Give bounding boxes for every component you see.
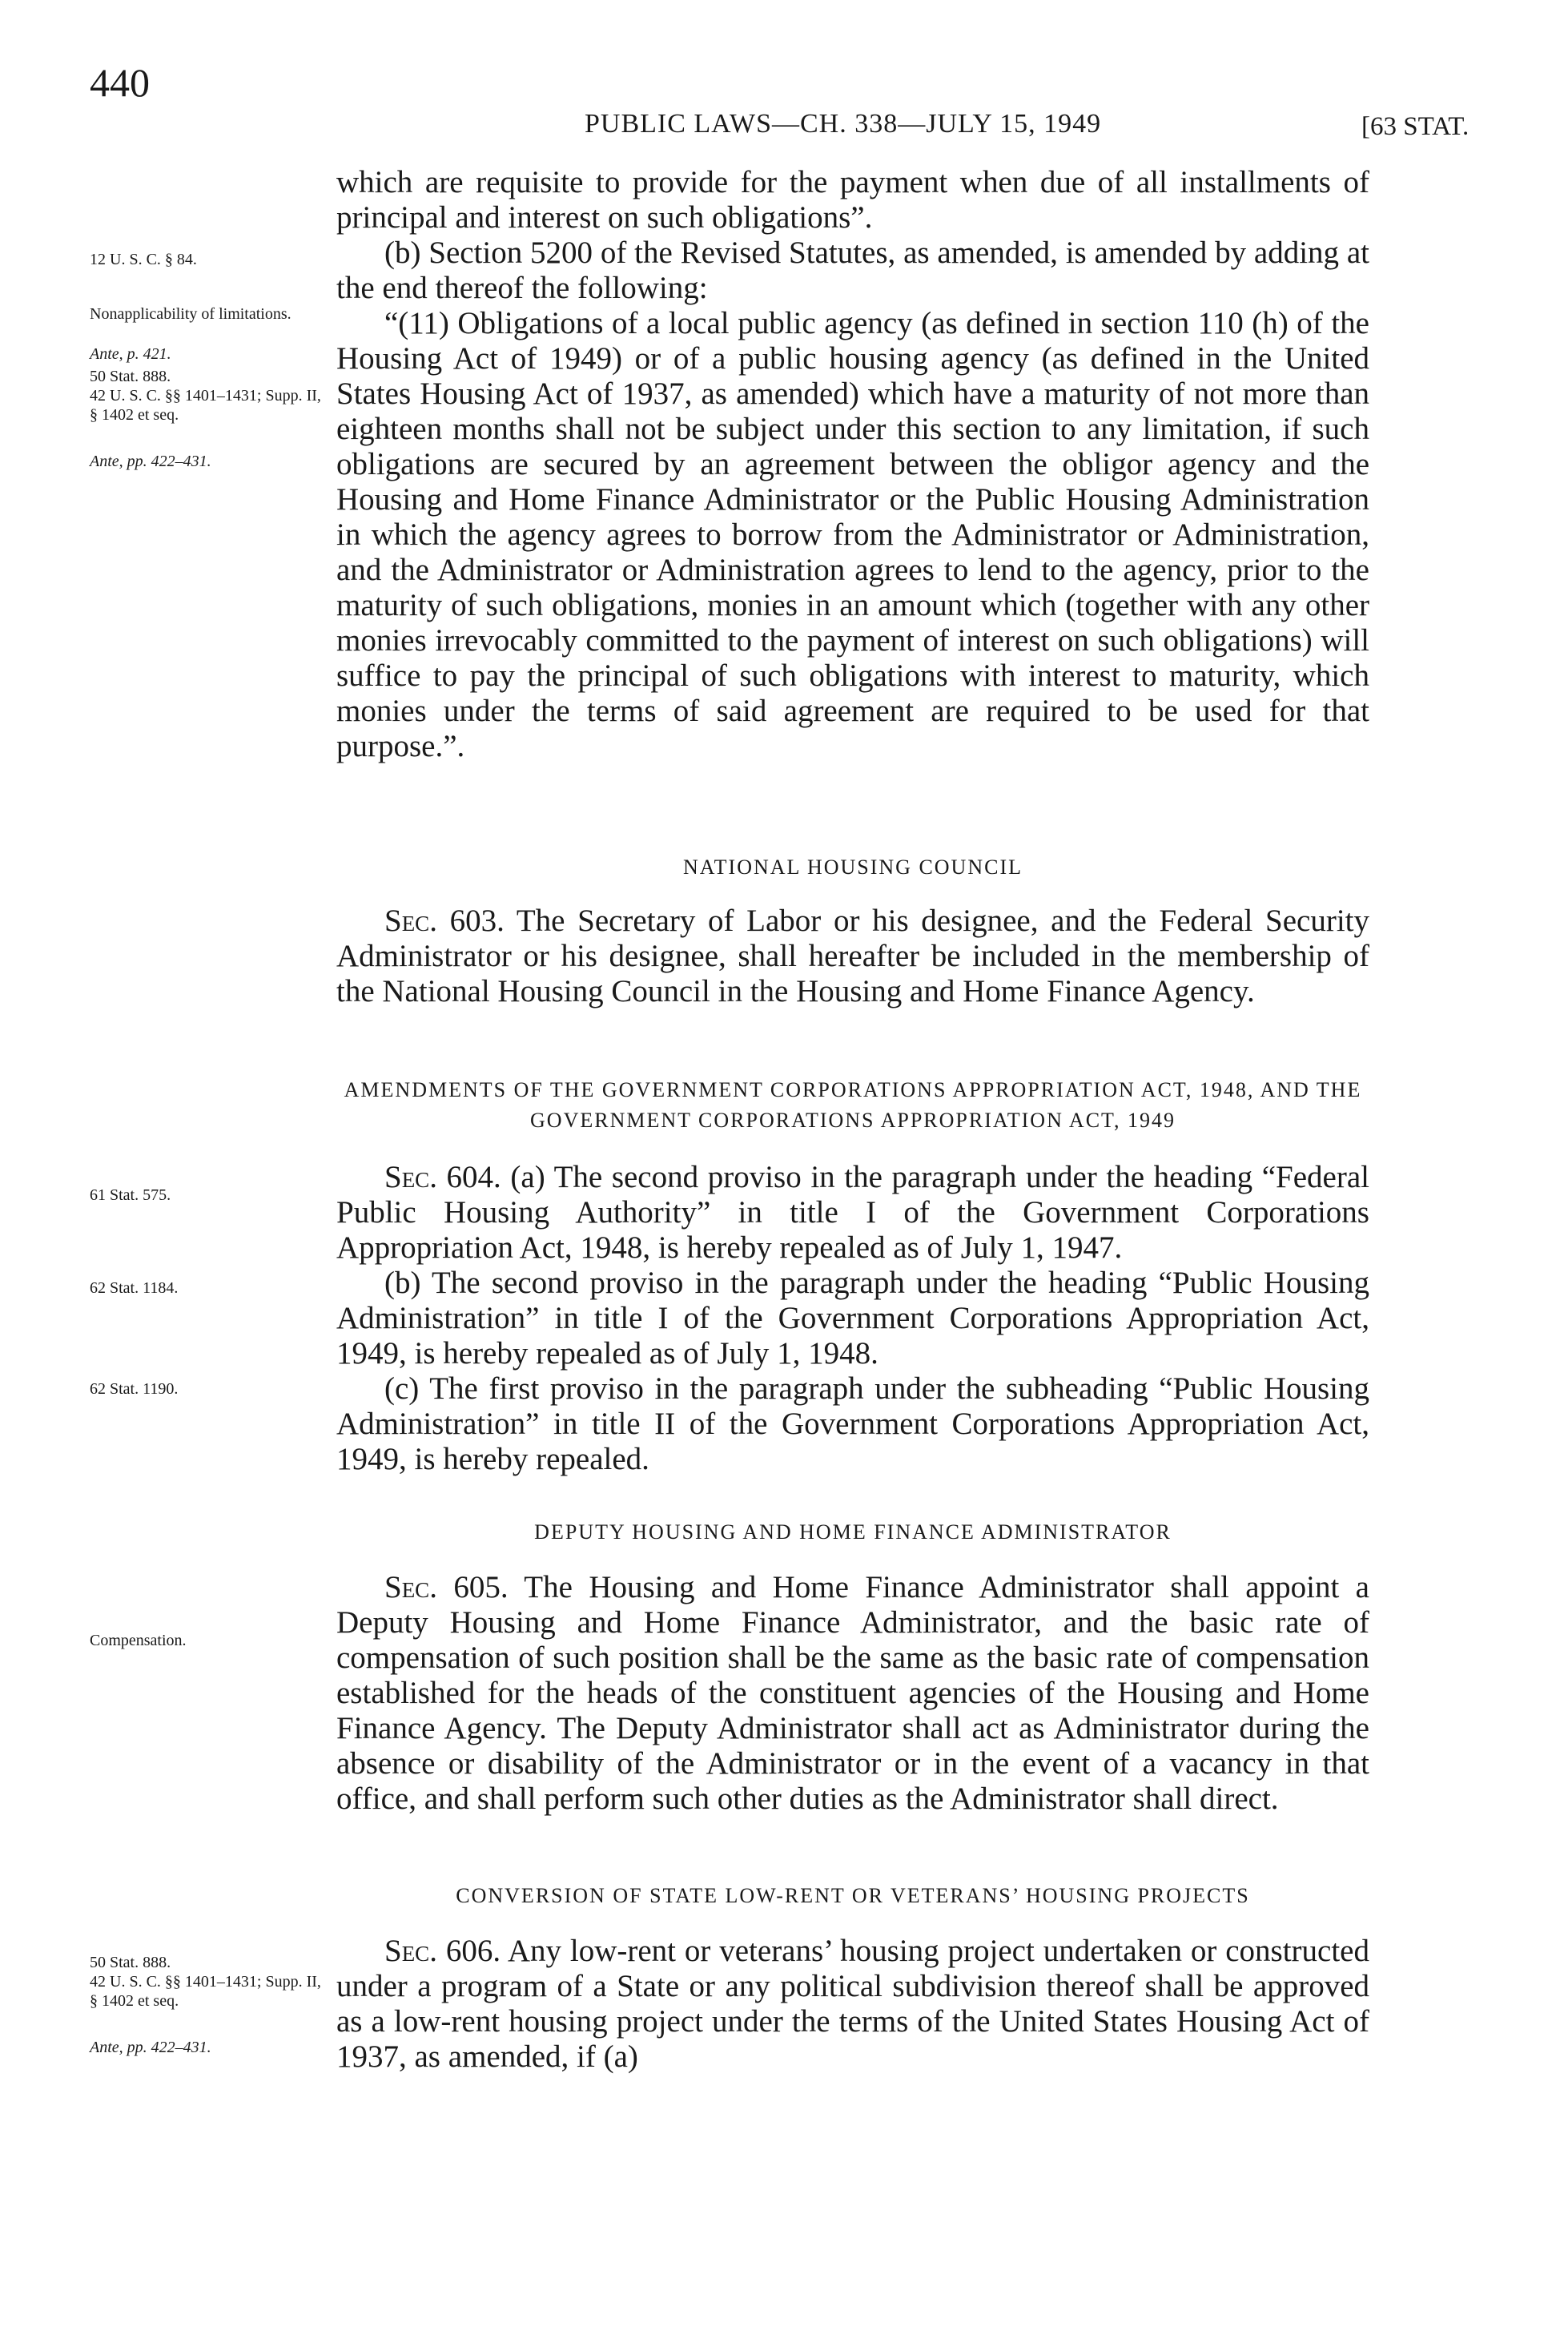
sidenote-stat-575: 61 Stat. 575. — [90, 1186, 171, 1204]
heading-sec-606: CONVERSION OF STATE LOW-RENT OR VETERANS’ HOUSING PROJECTS — [456, 1884, 1250, 1907]
sec-603-label: Sec. 603. — [384, 904, 505, 938]
section-604 — [336, 1160, 1369, 1477]
sidenote-ante-422-a: Ante, pp. 422–431. — [90, 453, 211, 470]
sidenote-ante-422-b: Ante, pp. 422–431. — [90, 2039, 211, 2056]
paragraph-602-b-11: “(11) Obligations of a local public agency (as defined in section 110 (h) of the Housing Act of 1949) or of a public housing agency (as defined in the United States Housing Act of 1937, as amended) which have a maturity of not more than eighteen months shall not be subject under this section to any limitation, if such obligations are secured by an agreement between the obligor agency and the Housing and Home Finance Administrator or the Public Housing Administration in which the agency agrees to borrow from the Administrator or Administration, and the Administrator or Administration agrees to lend to the agency, prior to the maturity of such obligations, monies in an amount which (together with any other monies irrevocably committed to the payment of interest on such obligations) will suffice to pay the principal of such obligations with interest to maturity, which monies under the terms of said agreement are required to be used for that purpose.”. — [336, 306, 1369, 763]
paragraph-continuation: which are requisite to provide for the payment when due of all installments of principal and interest on such obligations”. — [336, 165, 1369, 235]
sidenote-usc-1401-a: 42 U. S. C. §§ 1401–1431; Supp. II, § 1402 et seq. — [90, 387, 321, 424]
heading-sec-603: NATIONAL HOUSING COUNCIL — [682, 855, 1023, 879]
sidenote-ante-421: Ante, p. 421. — [90, 345, 171, 363]
section-603 — [336, 904, 1369, 1009]
sec-605-label: Sec. 605. — [384, 1570, 509, 1604]
sidenote-stat-1190: 62 Stat. 1190. — [90, 1380, 179, 1398]
sec-604-c: (c) The first proviso in the paragraph under the subheading “Public Housing Administration” in title II of the Government Corporations Appropriation Act, 1949, is hereby repealed. — [336, 1371, 1369, 1476]
sec-605-text: The Housing and Home Finance Administrator shall appoint a Deputy Housing and Home Finance Administrator, and the basic rate of compensation of such position shall be the same as the basic rate of compensation established for the heads of the constituent agencies of the Housing and Home Finance Agency. The Deputy Administrator shall act as Administrator during the absence or disability of the Administrator or in the event of a vacancy in that office, and shall perform such other duties as the Administrator shall direct. — [336, 1570, 1369, 1816]
sec-604-label: Sec. 604. — [384, 1160, 501, 1194]
section-605 — [336, 1570, 1369, 1817]
sec-606-label: Sec. 606. — [384, 1934, 501, 1968]
sidenote-stat-888-b: 50 Stat. 888. — [90, 1954, 171, 1971]
heading-sec-604: AMENDMENTS OF THE GOVERNMENT CORPORATIONS APPROPRIATION ACT, 1948, AND THE GOVERNMENT CORPORATIONS APPROPRIATION ACT, 1949 — [344, 1078, 1362, 1132]
paragraph-602-b: (b) Section 5200 of the Revised Statutes, as amended, is amended by adding at the end thereof the following: — [336, 236, 1369, 305]
heading-sec-605: DEPUTY HOUSING AND HOME FINANCE ADMINISTRATOR — [534, 1520, 1172, 1544]
sidenote-stat-888-a: 50 Stat. 888. — [90, 368, 171, 385]
sec-603-text: The Secretary of Labor or his designee, and the Federal Security Administrator or his designee, shall hereafter be included in the membership of the National Housing Council in the Housing and Home Finance Agency. — [336, 904, 1369, 1008]
section-606 — [336, 1934, 1369, 2075]
volume-reference: [63 STAT. — [1361, 112, 1469, 141]
sidenote-nonapplicability: Nonapplicability of limitations. — [90, 305, 291, 323]
sidenote-stat-1184: 62 Stat. 1184. — [90, 1279, 179, 1297]
sidenote-usc-1401-b: 42 U. S. C. §§ 1401–1431; Supp. II, § 1402 et seq. — [90, 1973, 321, 2010]
sec-604-a: (a) The second proviso in the paragraph under the heading “Federal Public Housing Authority” in title I of the Government Corporations Appropriation Act, 1948, is hereby repealed as of July 1, 1947. — [336, 1160, 1369, 1265]
page-number: 440 — [90, 60, 150, 105]
running-head: PUBLIC LAWS—CH. 338—JULY 15, 1949 — [585, 109, 1102, 139]
sidenote-usc-84: 12 U. S. C. § 84. — [90, 251, 197, 268]
sidenote-compensation: Compensation. — [90, 1632, 187, 1649]
sec-606-text: Any low-rent or veterans’ housing project undertaken or constructed under a program of a State or any political subdivision thereof shall be approved as a low-rent housing project under the terms of the United States Housing Act of 1937, as amended, if (a) — [336, 1934, 1369, 2074]
section-602-text — [336, 165, 1369, 764]
sec-604-b: (b) The second proviso in the paragraph under the heading “Public Housing Administration” in title I of the Government Corporations Appropriation Act, 1949, is hereby repealed as of July 1, 1948. — [336, 1266, 1369, 1371]
